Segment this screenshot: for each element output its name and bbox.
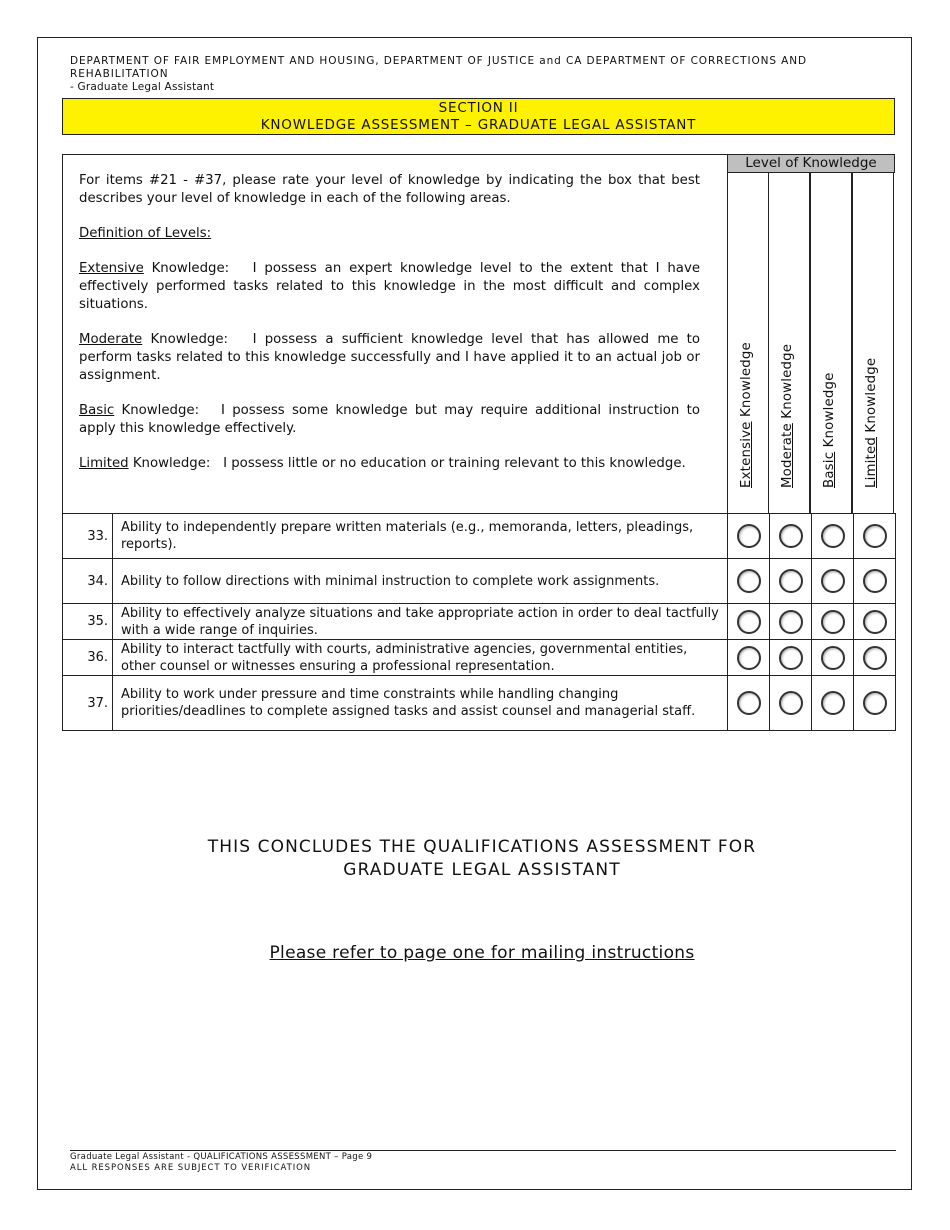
item-text: Ability to independently prepare written materials (e.g., memoranda, letters, pleadings, reports). xyxy=(113,514,728,559)
scale-label-basic: Basic Knowledge xyxy=(822,372,837,488)
table-row xyxy=(63,514,896,559)
page-footer xyxy=(70,1152,896,1174)
item-text: Ability to work under pressure and time constraints while handling changing priorities/deadlines to complete assigned tasks and assist counsel and managerial staff. xyxy=(113,676,728,731)
header-position: - Graduate Legal Assistant xyxy=(70,81,215,93)
rating-cell-basic[interactable] xyxy=(812,604,854,640)
table-row xyxy=(63,676,896,731)
item-number: 35. xyxy=(63,604,113,640)
rating-cell-basic[interactable] xyxy=(812,640,854,676)
scale-column-moderate xyxy=(768,172,810,514)
scale-column-basic xyxy=(810,172,852,514)
rating-radio-limited[interactable] xyxy=(863,524,887,548)
rating-radio-moderate[interactable] xyxy=(779,646,803,670)
rating-cell-moderate[interactable] xyxy=(770,676,812,731)
item-number: 34. xyxy=(63,559,113,604)
rating-radio-basic[interactable] xyxy=(821,610,845,634)
definition-moderate: Moderate Knowledge: I possess a sufficient knowledge level that has allowed me to perform tasks related to this knowledge successfully and I have applied it to an actual job or assignment. xyxy=(79,332,700,383)
rating-radio-limited[interactable] xyxy=(863,691,887,715)
definitions-heading: Definition of Levels: xyxy=(79,226,212,241)
footer-page-info: Graduate Legal Assistant - QUALIFICATIONS ASSESSMENT – Page 9 xyxy=(70,1152,373,1162)
conclusion-line-2: GRADUATE LEGAL ASSISTANT xyxy=(343,860,621,880)
rating-radio-moderate[interactable] xyxy=(779,610,803,634)
rating-radio-basic[interactable] xyxy=(821,691,845,715)
rating-cell-limited[interactable] xyxy=(854,676,896,731)
rating-cell-limited[interactable] xyxy=(854,640,896,676)
rating-radio-limited[interactable] xyxy=(863,610,887,634)
table-row xyxy=(63,604,896,640)
rating-cell-extensive[interactable] xyxy=(728,640,770,676)
footer-divider xyxy=(70,1150,896,1151)
table-row xyxy=(63,559,896,604)
header-departments: DEPARTMENT OF FAIR EMPLOYMENT AND HOUSING, DEPARTMENT OF JUSTICE and CA DEPARTMENT OF CORRECTIONS AND REHABILITATION xyxy=(70,55,807,80)
rating-cell-extensive[interactable] xyxy=(728,514,770,559)
table-row xyxy=(63,640,896,676)
rating-radio-extensive[interactable] xyxy=(737,610,761,634)
item-number: 36. xyxy=(63,640,113,676)
rating-radio-moderate[interactable] xyxy=(779,524,803,548)
item-number: 33. xyxy=(63,514,113,559)
rating-cell-extensive[interactable] xyxy=(728,604,770,640)
rating-cell-extensive[interactable] xyxy=(728,676,770,731)
item-text: Ability to interact tactfully with courts, administrative agencies, governmental entities, other counsel or witnesses ensuring a professional representation. xyxy=(113,640,728,676)
item-text: Ability to follow directions with minimal instruction to complete work assignments. xyxy=(113,559,728,604)
scale-label-limited: Limited Knowledge xyxy=(864,357,879,488)
rating-cell-basic[interactable] xyxy=(812,676,854,731)
definition-limited: Limited Knowledge: I possess little or no education or training relevant to this knowledge. xyxy=(79,456,686,471)
section-number: SECTION II xyxy=(438,100,519,116)
conclusion-line-1: THIS CONCLUDES THE QUALIFICATIONS ASSESSMENT FOR xyxy=(207,837,757,857)
conclusion-message xyxy=(62,836,902,882)
scale-label-moderate: Moderate Knowledge xyxy=(780,343,795,488)
items-table xyxy=(62,513,896,731)
rating-radio-basic[interactable] xyxy=(821,569,845,593)
rating-cell-extensive[interactable] xyxy=(728,559,770,604)
rating-radio-limited[interactable] xyxy=(863,569,887,593)
rating-cell-basic[interactable] xyxy=(812,559,854,604)
rating-cell-moderate[interactable] xyxy=(770,640,812,676)
rating-radio-extensive[interactable] xyxy=(737,569,761,593)
rating-cell-moderate[interactable] xyxy=(770,604,812,640)
rating-radio-limited[interactable] xyxy=(863,646,887,670)
rating-radio-extensive[interactable] xyxy=(737,646,761,670)
section-title: KNOWLEDGE ASSESSMENT – GRADUATE LEGAL ASSISTANT xyxy=(260,117,697,133)
mailing-instructions-text: Please refer to page one for mailing instructions xyxy=(269,943,695,963)
footer-verification-note: ALL RESPONSES ARE SUBJECT TO VERIFICATION xyxy=(70,1163,311,1173)
rating-cell-limited[interactable] xyxy=(854,559,896,604)
definition-basic: Basic Knowledge: I possess some knowledge but may require additional instruction to apply this knowledge effectively. xyxy=(79,403,700,436)
section-banner xyxy=(62,98,895,135)
instructions-intro: For items #21 - #37, please rate your level of knowledge by indicating the box that best describes your level of knowledge in each of the following areas. xyxy=(79,173,700,206)
item-number: 37. xyxy=(63,676,113,731)
rating-radio-moderate[interactable] xyxy=(779,569,803,593)
definition-extensive: Extensive Knowledge: I possess an expert knowledge level to the extent that I have effectively performed tasks related to this knowledge in the most difficult and complex situations. xyxy=(79,261,701,312)
item-text: Ability to effectively analyze situations and take appropriate action in order to deal tactfully with a wide range of inquiries. xyxy=(113,604,728,640)
rating-cell-basic[interactable] xyxy=(812,514,854,559)
scale-column-extensive xyxy=(727,172,769,514)
level-of-knowledge-header: Level of Knowledge xyxy=(727,154,895,173)
rating-cell-limited[interactable] xyxy=(854,514,896,559)
rating-radio-basic[interactable] xyxy=(821,524,845,548)
rating-radio-basic[interactable] xyxy=(821,646,845,670)
page-header xyxy=(70,55,900,94)
rating-radio-moderate[interactable] xyxy=(779,691,803,715)
instructions-text xyxy=(79,172,700,490)
rating-radio-extensive[interactable] xyxy=(737,524,761,548)
rating-radio-extensive[interactable] xyxy=(737,691,761,715)
scale-column-limited xyxy=(852,172,894,514)
rating-cell-moderate[interactable] xyxy=(770,559,812,604)
rating-cell-limited[interactable] xyxy=(854,604,896,640)
rating-cell-moderate[interactable] xyxy=(770,514,812,559)
mailing-instructions-note xyxy=(62,943,902,963)
scale-label-extensive: Extensive Knowledge xyxy=(739,342,754,488)
